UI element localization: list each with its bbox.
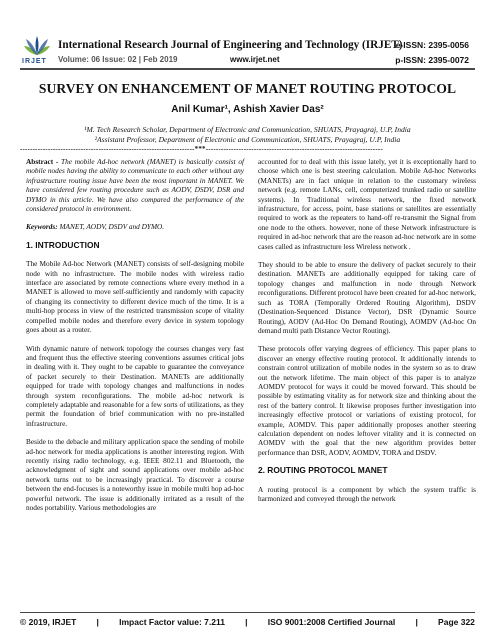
paragraph: The Mobile Ad-hoc Network (MANET) consists of self-designing mobile node with no infrastructure. The mobile nodes with wireless radio interface are associated by remote connections where every method in a MANET is allowed to move self-sufficiently and randomly with capacity of changing its connectivity to different device much of the time. It is a multi-hop process in view of the restricted transmission scope of vitality compelled mobile nodes and therefore every device in system topology goes about as a router. — [26, 259, 244, 335]
section-heading-routing-protocol: 2. ROUTING PROTOCOL MANET — [258, 465, 388, 476]
abstract — [26, 157, 244, 213]
header-divider — [20, 68, 475, 70]
footer-iso: ISO 9001:2008 Certified Journal — [267, 617, 396, 627]
footer-divider — [20, 612, 475, 613]
footer-copyright: © 2019, IRJET — [20, 617, 77, 627]
paragraph: accounted for to deal with this issue lately, yet it is exceptionally hard to choose which one is best steering calculation. Mobile Ad-hoc Networks (MANETs) are in fact unique in relation to the customary wireless network (e.g. remote LANs, cell, computerized trunked radio or satellite systems). In Traditional wireless network, the fixed network infrastructure, for access, point, base stations or satellites are essentially required to work as the repeaters to hand-off re-transmit the Signal from one node to the others. however, none of these Network infrastructure is required in ad-hoc network that are the reason ad-hoc network are in some cases called as infrastructure less Wireless network . — [258, 157, 476, 251]
section-separator: ---------------------------------------------------------------------***---------------------------------------------------------------------- — [20, 145, 383, 153]
volume-issue: Volume: 06 Issue: 02 | Feb 2019 — [58, 55, 178, 64]
footer-impact-factor: Impact Factor value: 7.211 — [119, 617, 225, 627]
footer-separator: | — [415, 617, 418, 627]
paragraph: With dynamic nature of network topology the courses changes very fast and frequent thus the effective steering conventions assumes critical jobs in dealing with it. They ought to be capable to guarantee the conveyance of packet securely to their Destination. MANETs are additionally equipped for trade with topology changes and malfunctions in nodes through system reconfigurations. The mobile ad-hoc network is completely adaptable and reasonable for a few sorts of utilizations, as they permit the foundation of brief communication with no pre-installed infrastructure. — [26, 343, 244, 428]
page-header — [0, 0, 495, 70]
paragraph: A routing protocol is a component by which the system traffic is harmonized and conveyed through the network — [258, 484, 476, 503]
abstract-text: The mobile Ad-hoc network (MANET) is basically consist of mobile nodes having the ability to communicate to each other without any infrastructure routing issue have been the most important in MANET. We have considered few routing procedure such as AODV, DSDV, DSR and DYMO in this article. We have also compared the performance of the considered protocol in environment. — [26, 157, 244, 214]
left-column — [26, 157, 244, 521]
affiliation-1: ¹M. Tech Research Scholar, Department of Electronic and Communication, SHUATS, Prayagraj, U.P, India — [84, 125, 411, 134]
paragraph: These protocols offer varying degrees of efficiency. This paper plans to discover an energy effective routing protocol. It additionally intends to constrain control utilization of mobile nodes in the system so as to draw out the network lifetime. The main object of this paper is to analyze AOMDV protocol for ways it could be moved forward. This should be possible by estimating vitality as for network size and thinking about the rest of the battery control. It likewise proposes further investigation into increasingly effective protocol or variations of existing protocol, for example, AOMDV. This paper additionally proposes another steering calculation dependent on nodes leftover vitality and it is connected on AOMDV with the goal that the new algorithm provides better performance than DSR, AODV, AOMDV, TORA and DSDV. — [258, 344, 476, 457]
abstract-label: Abstract - — [26, 157, 62, 166]
footer-separator: | — [96, 617, 99, 627]
paragraph: Beside to the debacle and military application space the sending of mobile ad-hoc network for media applications is another interesting region. With recently rising radio technology, e.g. IEEE 802.11 and Bluetooth, the acknowledgment of sight and sound applications over mobile ad-hoc network turns out to be increasingly practical. To discover a course between the end-focuses is a noteworthy issue in mobile multi hop ad-hoc powerful network. The issue is additionally irritated as a result of the nodes portability. Various methodologies are — [26, 437, 244, 512]
section-heading-introduction: 1. INTRODUCTION — [26, 239, 100, 250]
journal-name: International Research Journal of Engineering and Technology (IRJET) — [58, 39, 403, 51]
paper-title: SURVEY ON ENHANCEMENT OF MANET ROUTING PROTOCOL — [38, 81, 457, 96]
paper-authors: Anil Kumar¹, Ashish Xavier Das² — [171, 104, 324, 115]
right-column — [258, 157, 476, 512]
e-issn: e-ISSN: 2395-0056 — [395, 40, 469, 50]
footer-page-number: Page 322 — [438, 617, 475, 627]
page-footer — [20, 617, 475, 627]
keywords-label: Keywords: — [26, 222, 60, 232]
logo-text: IRJET — [22, 58, 47, 65]
keywords-text: MANET, AODV, DSDV and DYMO. — [59, 222, 165, 232]
paragraph: They should to be able to ensure the delivery of packet securely to their destination. MANETs are additionally equipped for taking care of topology changes and malfunction in node through Network reconfigurations. Different protocol have been created for ad-hoc network, such as TORA (Temporally Ordered Routing Algorithm), DSDV (Destination-Sequenced Distance Vector), DSR (Dynamic Source Routing), AODV (Ad-Hoc On Demand Routing), AOMDV (Ad-hoc On demand multi path Distance Vector Routing). — [258, 260, 476, 335]
affiliation-2: ²Assistant Professor, Department of Electronic and Communication, SHUATS, Prayagraj, U.P, India — [94, 135, 401, 144]
keywords — [26, 222, 244, 231]
p-issn: p-ISSN: 2395-0072 — [395, 55, 469, 65]
journal-website-link[interactable]: www.irjet.net — [230, 55, 280, 64]
footer-separator: | — [245, 617, 248, 627]
